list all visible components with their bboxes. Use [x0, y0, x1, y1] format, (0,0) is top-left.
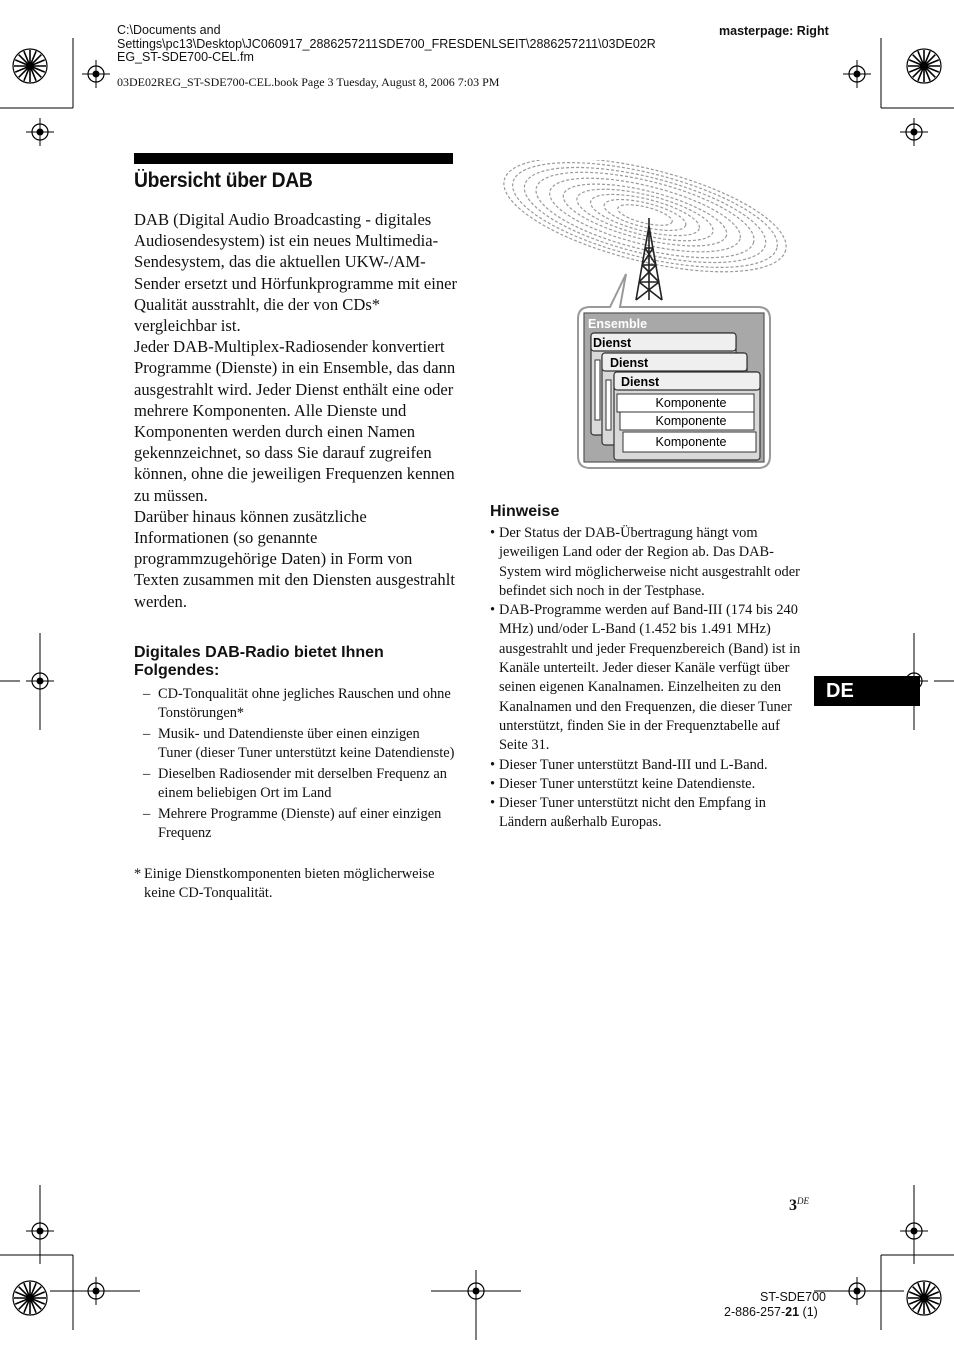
list-item-text: Dieser Tuner unterstützt nicht den Empfang in Ländern außerhalb Europas.	[499, 795, 766, 831]
list-item	[490, 794, 812, 833]
list-item	[134, 805, 456, 844]
list-item-text: Dieser Tuner unterstützt keine Datendienste.	[499, 775, 756, 792]
list-item-text: CD-Tonqualität ohne jegliches Rauschen und ohne Tonstörungen*	[158, 686, 451, 722]
dash-mark: –	[143, 805, 151, 822]
paragraph: Jeder DAB-Multiplex-Radiosender konvertiert Programme (Dienste) in ein Ensemble, das dann ausgestrahlt wird. Jeder Dienst enthält eine oder mehrere Komponenten. Alle Dienste und Komponenten werden durch einen Namen gekennzeichnet, so dass Sie darauf zugreifen können, ohne die jeweiligen Frequenzen kennen zu müssen.	[134, 337, 456, 505]
footnote-mark: *	[134, 866, 142, 882]
bullet-mark: •	[490, 756, 496, 773]
service-label: Dienst	[621, 375, 660, 389]
dash-mark: –	[143, 725, 151, 742]
file-path-line: C:\Documents and	[117, 23, 221, 37]
code-prefix: 2-886-257-	[724, 1305, 786, 1319]
dash-mark: –	[143, 765, 151, 782]
list-item	[490, 756, 812, 775]
component-label: Komponente	[655, 435, 727, 449]
page-suffix: DE	[797, 1196, 809, 1206]
ensemble-label: Ensemble	[588, 317, 648, 331]
intro-text	[134, 209, 459, 612]
model-name: ST-SDE700	[760, 1290, 827, 1304]
feature-list	[134, 685, 456, 845]
list-item	[134, 725, 456, 764]
file-path	[117, 24, 697, 65]
file-path-line: Settings\pc13\Desktop\JC060917_2886257211SDE700_FRESDENLSEIT\2886257211\03DE02R	[117, 36, 656, 51]
footnote-text: Einige Dienstkomponenten bieten möglicherweise keine CD-Tonqualität.	[144, 866, 435, 902]
bullet-mark: •	[490, 525, 496, 541]
code-suffix: (1)	[799, 1305, 818, 1319]
part-code	[724, 1305, 818, 1319]
paragraph: DAB (Digital Audio Broadcasting - digitales Audiosendesystem) ist ein neues Multimedia-Sendesystem, das die aktuellen UKW-/AM-Sender ersetzt und Hörfunkprogramme mit einer Qualität ausstrahlt, die der von CDs* vergleichbar ist.	[134, 210, 458, 336]
bullet-mark: •	[490, 795, 496, 812]
page-title: Übersicht über DAB	[134, 169, 313, 192]
service-label: Dienst	[610, 356, 649, 370]
book-info: 03DE02REG_ST-SDE700-CEL.book Page 3 Tuesday, August 8, 2006 7:03 PM	[117, 75, 500, 89]
list-item	[134, 685, 456, 724]
list-item-text: Dieselben Radiosender mit derselben Frequenz an einem beliebigen Ort im Land	[158, 765, 447, 802]
component-label: Komponente	[655, 396, 727, 410]
list-item-text: DAB-Programme werden auf Band-III (174 bis 240 MHz) und/oder L-Band (1.452 bis 1.491 MHz) ausgestrahlt und jeder Frequenzbereich (Band) ist in Kanäle unterteilt. Jeder dieser Kanäle verfügt über seinen eigenen Kanalnamen. Einzelheiten zu den Kanalnamen und den Frequenzen, die dieser Tuner unterstützt, finden Sie in der Frequenztabelle auf Seite 31.	[499, 602, 801, 754]
code-revision: 21	[785, 1305, 800, 1319]
list-item	[490, 775, 812, 794]
footnote	[134, 865, 456, 904]
paragraph: Darüber hinaus können zusätzliche Informationen (so genannte programmzugehörige Daten) in Form von Texten zusammen mit den Diensten ausgestrahlt werden.	[134, 506, 455, 611]
features-heading: Digitales DAB-Radio bietet Ihnen Folgendes:	[134, 644, 384, 679]
list-item-text: Musik- und Datendienste über einen einzigen Tuner (dieser Tuner unterstützt keine Datendienste)	[158, 725, 455, 762]
list-item	[490, 601, 812, 755]
bullet-mark: •	[490, 602, 496, 619]
list-item	[490, 524, 812, 601]
list-item	[134, 765, 456, 804]
bullet-mark: •	[490, 775, 496, 792]
file-path-line: EG_ST-SDE700-CEL.fm	[117, 50, 254, 64]
notes-list	[490, 524, 812, 833]
list-item-text: Mehrere Programme (Dienste) auf einer einzigen Frequenz	[158, 805, 442, 842]
list-item-text: Der Status der DAB-Übertragung hängt vom jeweiligen Land oder der Region ab. Das DAB-System wird möglicherweise nicht ausgestrahlt oder befindet sich noch in der Testphase.	[499, 525, 800, 599]
page-number-value: 3	[789, 1197, 797, 1214]
dab-diagram	[500, 160, 800, 472]
masterpage-label: masterpage: Right	[719, 24, 829, 38]
service-label: Dienst	[593, 336, 632, 350]
list-item-text: Dieser Tuner unterstützt Band-III und L-Band.	[499, 756, 768, 773]
notes-heading: Hinweise	[490, 503, 560, 520]
title-bar	[134, 153, 453, 164]
dash-mark: –	[143, 686, 151, 702]
page-number	[789, 1197, 809, 1215]
component-label: Komponente	[655, 414, 727, 428]
language-tab: DE	[814, 676, 920, 706]
